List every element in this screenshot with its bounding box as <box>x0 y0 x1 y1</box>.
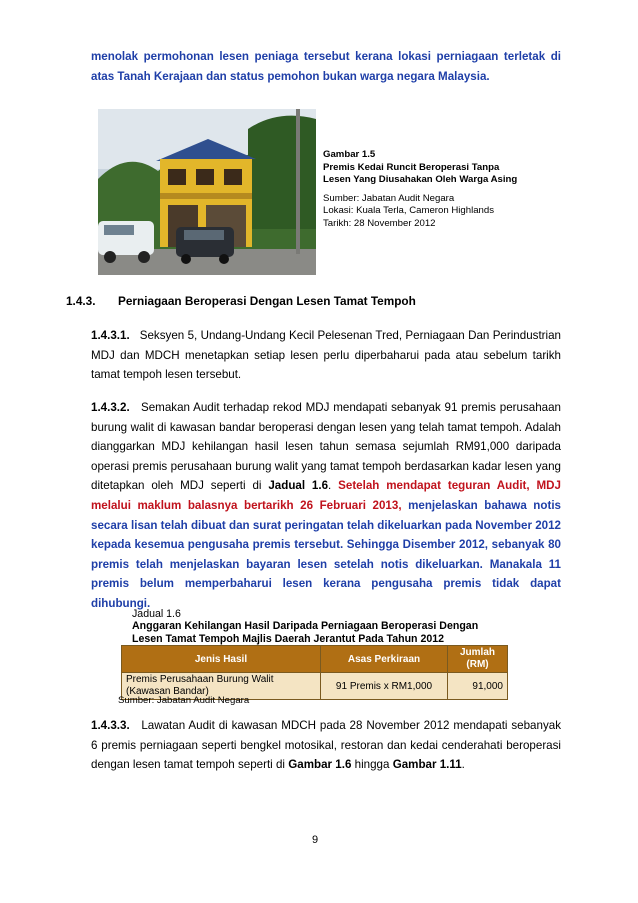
figure-source: Sumber: Jabatan Audit Negara <box>323 192 455 204</box>
figure-label: Gambar 1.5 <box>323 149 376 160</box>
table-label: Jadual 1.6 <box>132 608 181 620</box>
section-title: Perniagaan Beroperasi Dengan Lesen Tamat Tempoh <box>118 294 416 308</box>
section-number: 1.4.3. <box>66 294 96 308</box>
header-jenis-hasil: Jenis Hasil <box>122 646 321 673</box>
header-jumlah-label: Jumlah <box>459 647 495 658</box>
shop-photo <box>98 109 316 275</box>
paragraph-1-4-3-3 <box>91 716 561 775</box>
loss-table <box>121 645 508 700</box>
header-jumlah <box>448 646 508 673</box>
intro-line-2: atas Tanah Kerajaan dan status pemohon bukan warga negara Malaysia. <box>91 69 490 83</box>
period: . <box>461 758 465 772</box>
table-title-line-1: Anggaran Kehilangan Hasil Daripada Perniagaan Beroperasi Dengan <box>132 620 479 633</box>
hingga-text: hingga <box>354 758 390 772</box>
page-number: 9 <box>311 834 319 846</box>
figure-reference-start: Gambar 1.6 <box>288 758 352 772</box>
intro-line-1: menolak permohonan lesen peniaga tersebut kerana lokasi perniagaan terletak di <box>91 50 561 63</box>
cell-jenis-hasil-line-2: (Kawasan Bandar) <box>126 686 209 697</box>
paragraph-1-4-3-1 <box>91 326 561 385</box>
header-jumlah-unit: (RM) <box>466 659 489 670</box>
blue-emphasis-text: menjelaskan bahawa notis secara lisan telah dibuat dan surat peringatan telah dikeluarkan pada November 2012 kepada kesemua pengusaha premis tersebut. Sehingga Disember 2012, sebanyak 80 premis telah menjelaskan bayaran lesen setelah notis dikeluarkan. Manakala 11 premis belum memperbaharui lesen kerana pengusaha premis tidak dapat dihubungi. <box>91 498 561 610</box>
cell-jenis-hasil-line-1: Premis Perusahaan Burung Walit <box>126 674 274 685</box>
figure-title-line-2: Lesen Yang Diusahakan Oleh Warga Asing <box>323 174 518 186</box>
cell-jumlah: 91,000 <box>448 673 508 700</box>
paragraph-text: Lawatan Audit di kawasan MDCH pada 28 November 2012 mendapati sebanyak 6 premis perniagaan seperti bengkel motosikal, restoran dan kedai cenderahati beroperasi dengan lesen tamat tempoh seperti di <box>91 719 561 772</box>
figure-date: Tarikh: 28 November 2012 <box>323 217 436 229</box>
period: . <box>328 479 332 493</box>
header-asas-perkiraan: Asas Perkiraan <box>321 646 448 673</box>
figure-title-line-1: Premis Kedai Runcit Beroperasi Tanpa <box>323 161 500 173</box>
figure-location: Lokasi: Kuala Terla, Cameron Highlands <box>323 205 495 217</box>
red-emphasis-text: Setelah mendapat teguran Audit, MDJ melalui maklum balasnya bertarikh 26 Februari 2013, <box>91 479 561 512</box>
table-reference: Jadual 1.6 <box>268 479 329 493</box>
paragraph-1-4-3-2 <box>91 398 561 614</box>
table-header-row <box>122 646 508 673</box>
paragraph-number: 1.4.3.2. <box>91 401 130 414</box>
paragraph-text: Seksyen 5, Undang-Undang Kecil Pelesenan Tred, Perniagaan Dan Perindustrian MDJ dan MDCH menetapkan setiap lesen perlu diperbaharui pada atau sebelum tarikh tamat tempoh lesen tersebut. <box>91 329 562 382</box>
paragraph-number: 1.4.3.3. <box>91 719 130 732</box>
paragraph-number: 1.4.3.1. <box>91 329 130 342</box>
paragraph-text: Semakan Audit terhadap rekod MDJ mendapati sebanyak 91 premis perusahaan burung walit di kawasan bandar beroperasi dengan lesen yang telah tamat tempoh. Adalah dianggarkan MDJ kehilangan hasil lesen tahun semasa sejumlah RM91,000 daripada operasi premis perusahaan burung walit yang tamat tempoh berdasarkan kadar lesen yang ditetapkan oleh MDJ seperti di <box>91 401 561 493</box>
figure-reference-end: Gambar 1.11 <box>392 758 462 772</box>
cell-asas-perkiraan: 91 Premis x RM1,000 <box>321 673 448 700</box>
table-source: Sumber: Jabatan Audit Negara <box>118 695 250 706</box>
table-title-line-2: Lesen Tamat Tempoh Majlis Daerah Jerantut Pada Tahun 2012 <box>132 632 445 645</box>
